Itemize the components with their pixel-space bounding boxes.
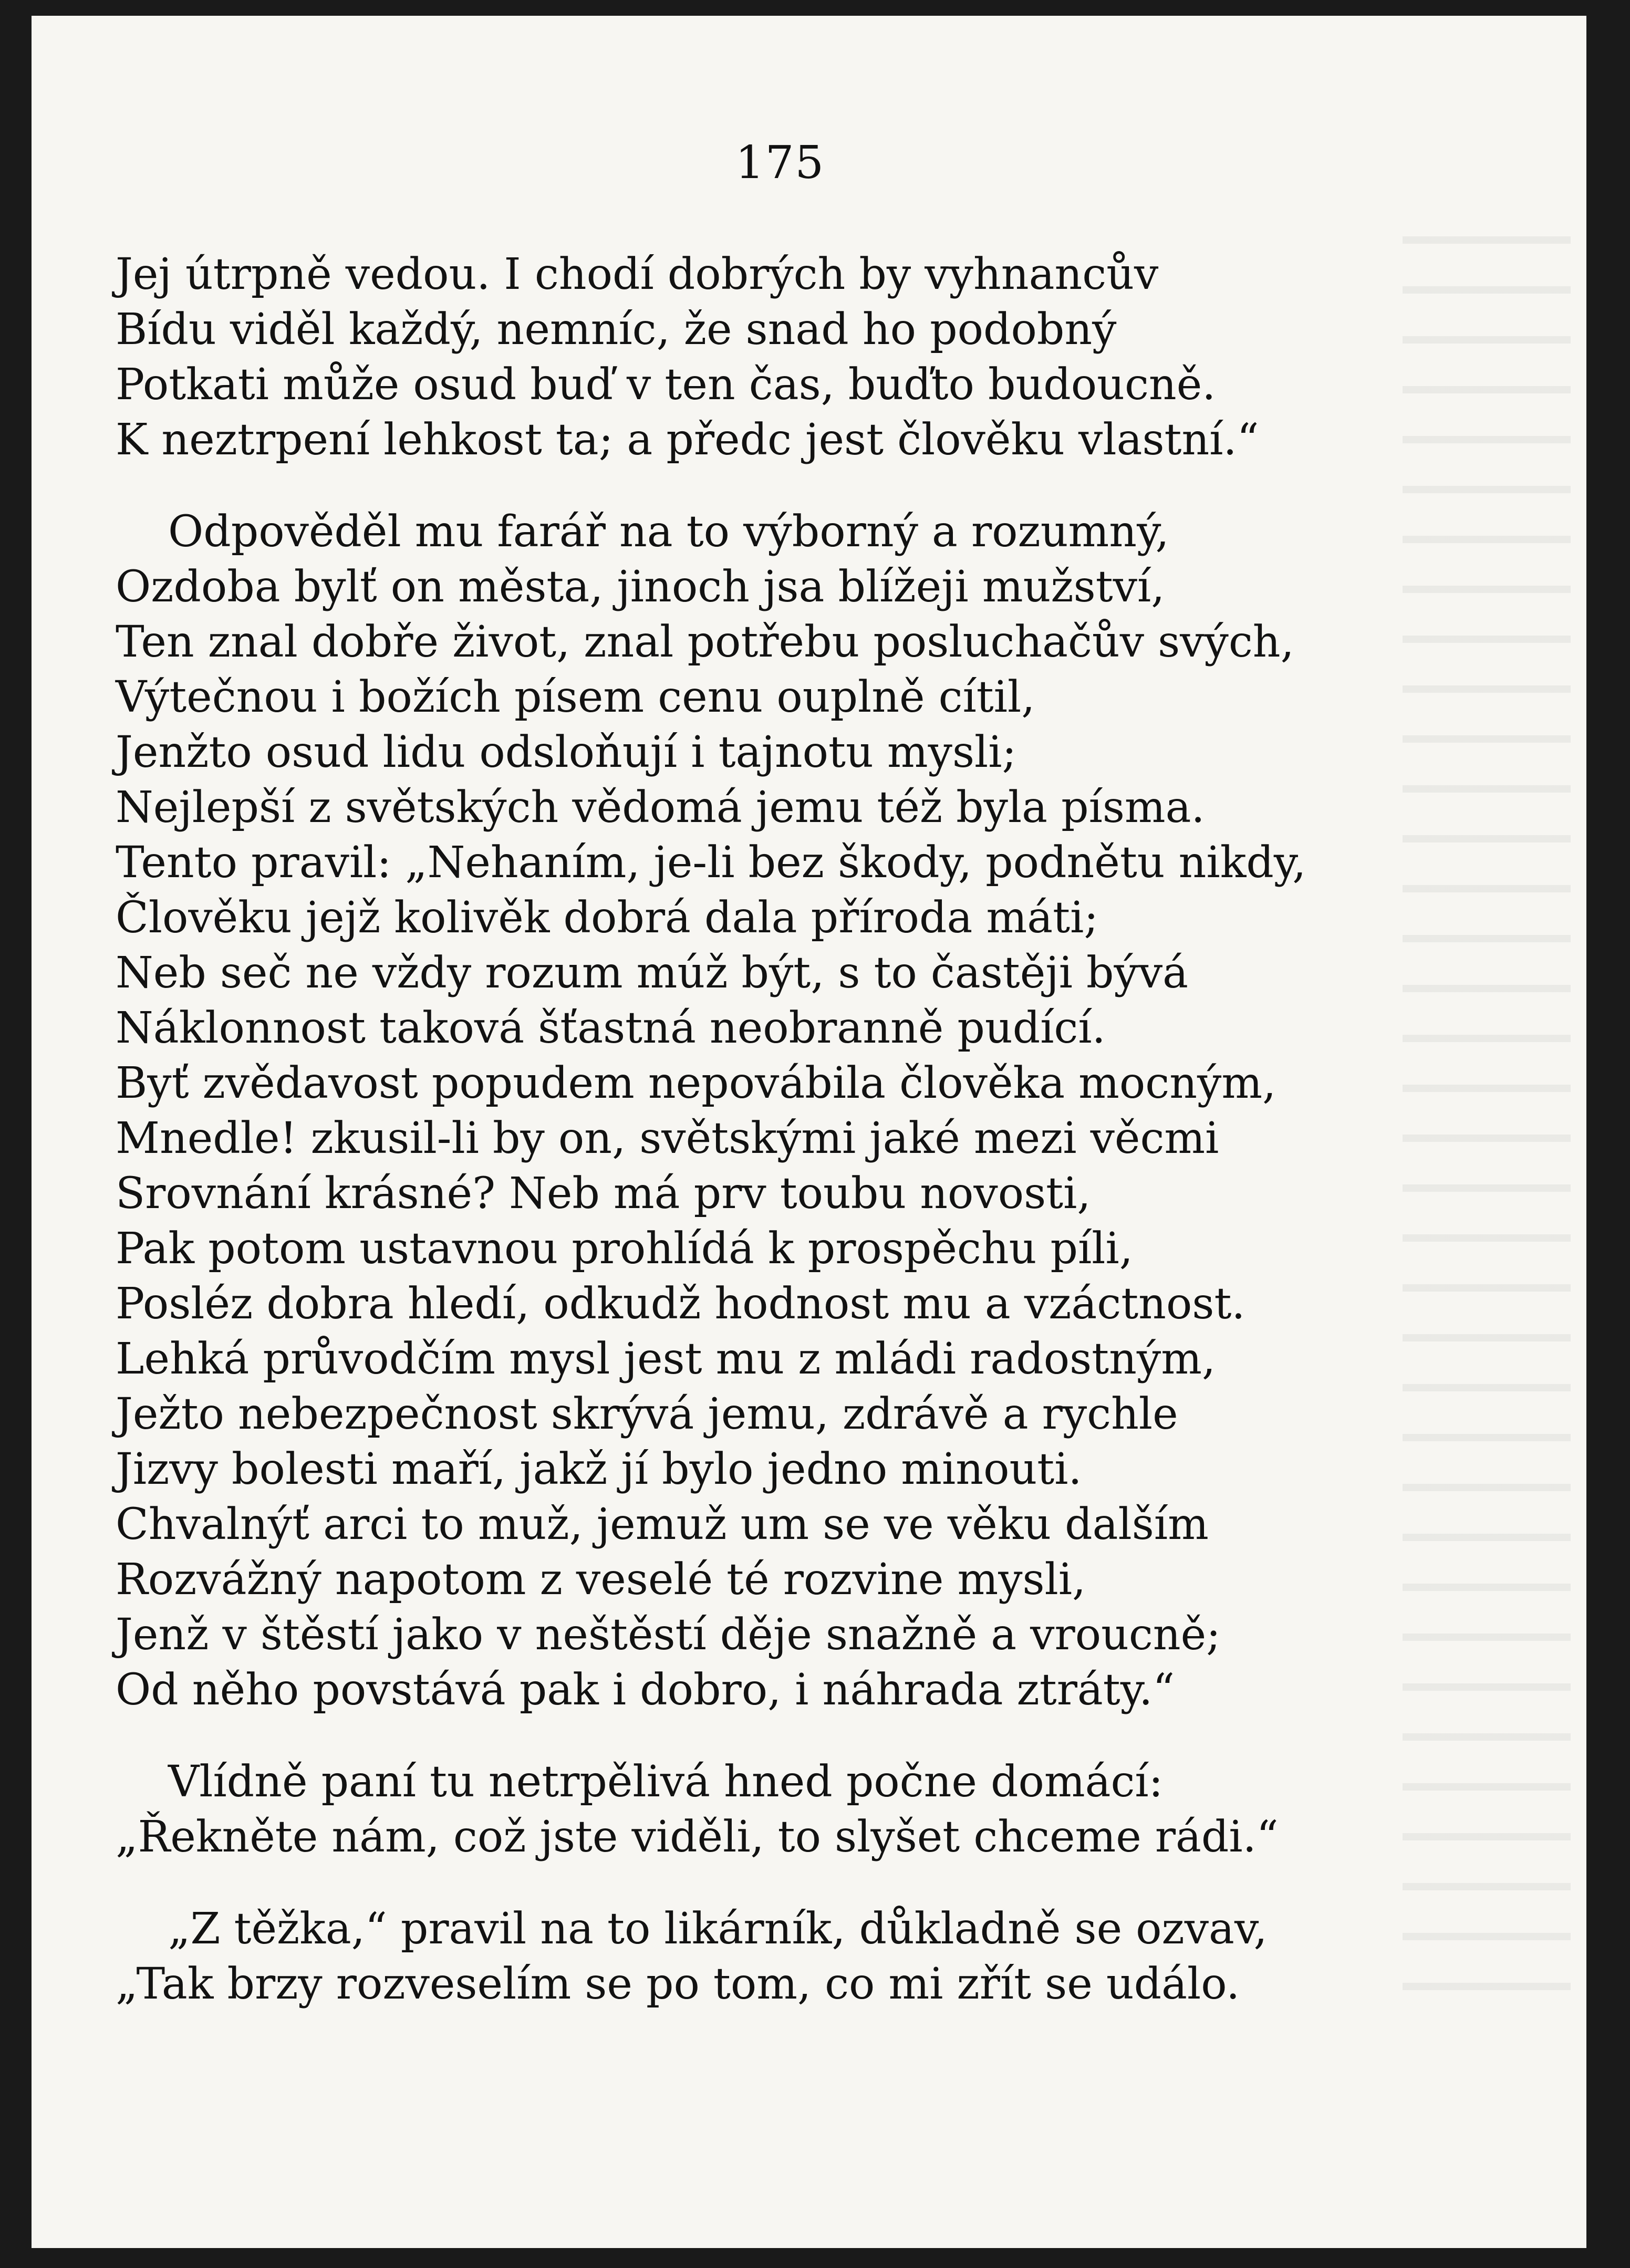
verse-line: Tento pravil: „Nehaním, je-li bez škody, podnětu nikdy, — [116, 838, 1306, 888]
verse-line: Jizvy bolesti maří, jakž jí bylo jedno minouti. — [116, 1444, 1082, 1494]
verse-line: „Z těžka,“ pravil na to likárník, důkladně se ozvav, — [168, 1904, 1268, 1954]
verse-line: Od něho povstává pak i dobro, i náhrada ztráty.“ — [116, 1665, 1175, 1715]
verse-line: K neztrpení lehkost ta; a předc jest člověku vlastní.“ — [116, 415, 1259, 465]
verse-line: Výtečnou i božích písem cenu ouplně cítil, — [116, 672, 1035, 722]
verse-line: Člověku jejž kolivěk dobrá dala příroda máti; — [116, 893, 1098, 943]
verse-line: Jej útrpně vedou. I chodí dobrých by vyhnancův — [116, 249, 1159, 299]
verse-line: Mnedle! zkusil-li by on, světskými jaké mezi věcmi — [116, 1114, 1219, 1163]
verse-line: „Řekněte nám, což jste viděli, to slyšet chceme rádi.“ — [116, 1812, 1279, 1862]
verse-line: Byť zvědavost popudem nepovábila člověka mocným, — [116, 1058, 1276, 1108]
verse-line: Rozvážný napotom z veselé té rozvine mysli, — [116, 1555, 1086, 1605]
stanza-3 — [116, 1754, 1534, 1865]
verse-line: Bídu viděl každý, nemníc, že snad ho podobný — [116, 305, 1117, 355]
stanza-4 — [116, 1901, 1534, 2012]
stanza-1 — [116, 247, 1534, 467]
verse-line: Srovnání krásné? Neb má prv toubu novosti, — [116, 1169, 1091, 1219]
verse-line: Chvalnýť arci to muž, jemuž um se ve věku dalším — [116, 1500, 1209, 1549]
verse-line: Náklonnost taková šťastná neobranně pudící. — [116, 1003, 1106, 1053]
verse-line: Potkati může osud buď v ten čas, buďto budoucně. — [116, 360, 1216, 410]
verse-line: Nejlepší z světských vědomá jemu též byla písma. — [116, 783, 1205, 833]
book-page — [32, 16, 1586, 2248]
verse-line: Ozdoba bylť on města, jinoch jsa blížeji mužství, — [116, 562, 1165, 612]
poem-text — [116, 247, 1534, 2012]
verse-line: Posléz dobra hledí, odkudž hodnost mu a vzáctnost. — [116, 1279, 1245, 1329]
verse-line: Lehká průvodčím mysl jest mu z mládi radostným, — [116, 1334, 1216, 1384]
verse-line: „Tak brzy rozveselím se po tom, co mi zřít se událo. — [116, 1959, 1240, 2009]
verse-line: Jenž v štěstí jako v neštěstí děje snažně a vroucně; — [116, 1610, 1221, 1660]
verse-line: Vlídně paní tu netrpělivá hned počne domácí: — [168, 1757, 1164, 1807]
verse-line: Ježto nebezpečnost skrývá jemu, zdrávě a rychle — [116, 1389, 1178, 1439]
verse-line: Neb seč ne vždy rozum múž být, s to častěji bývá — [116, 948, 1189, 998]
page-number: 175 — [735, 137, 825, 189]
stanza-2 — [116, 504, 1534, 1718]
verse-line: Jenžto osud lidu odsloňují i tajnotu mysli; — [116, 727, 1017, 777]
verse-line: Odpověděl mu farář na to výborný a rozumný, — [168, 507, 1169, 557]
verse-line: Ten znal dobře život, znal potřebu posluchačův svých, — [116, 617, 1294, 667]
verse-line: Pak potom ustavnou prohlídá k prospěchu píli, — [116, 1224, 1133, 1274]
